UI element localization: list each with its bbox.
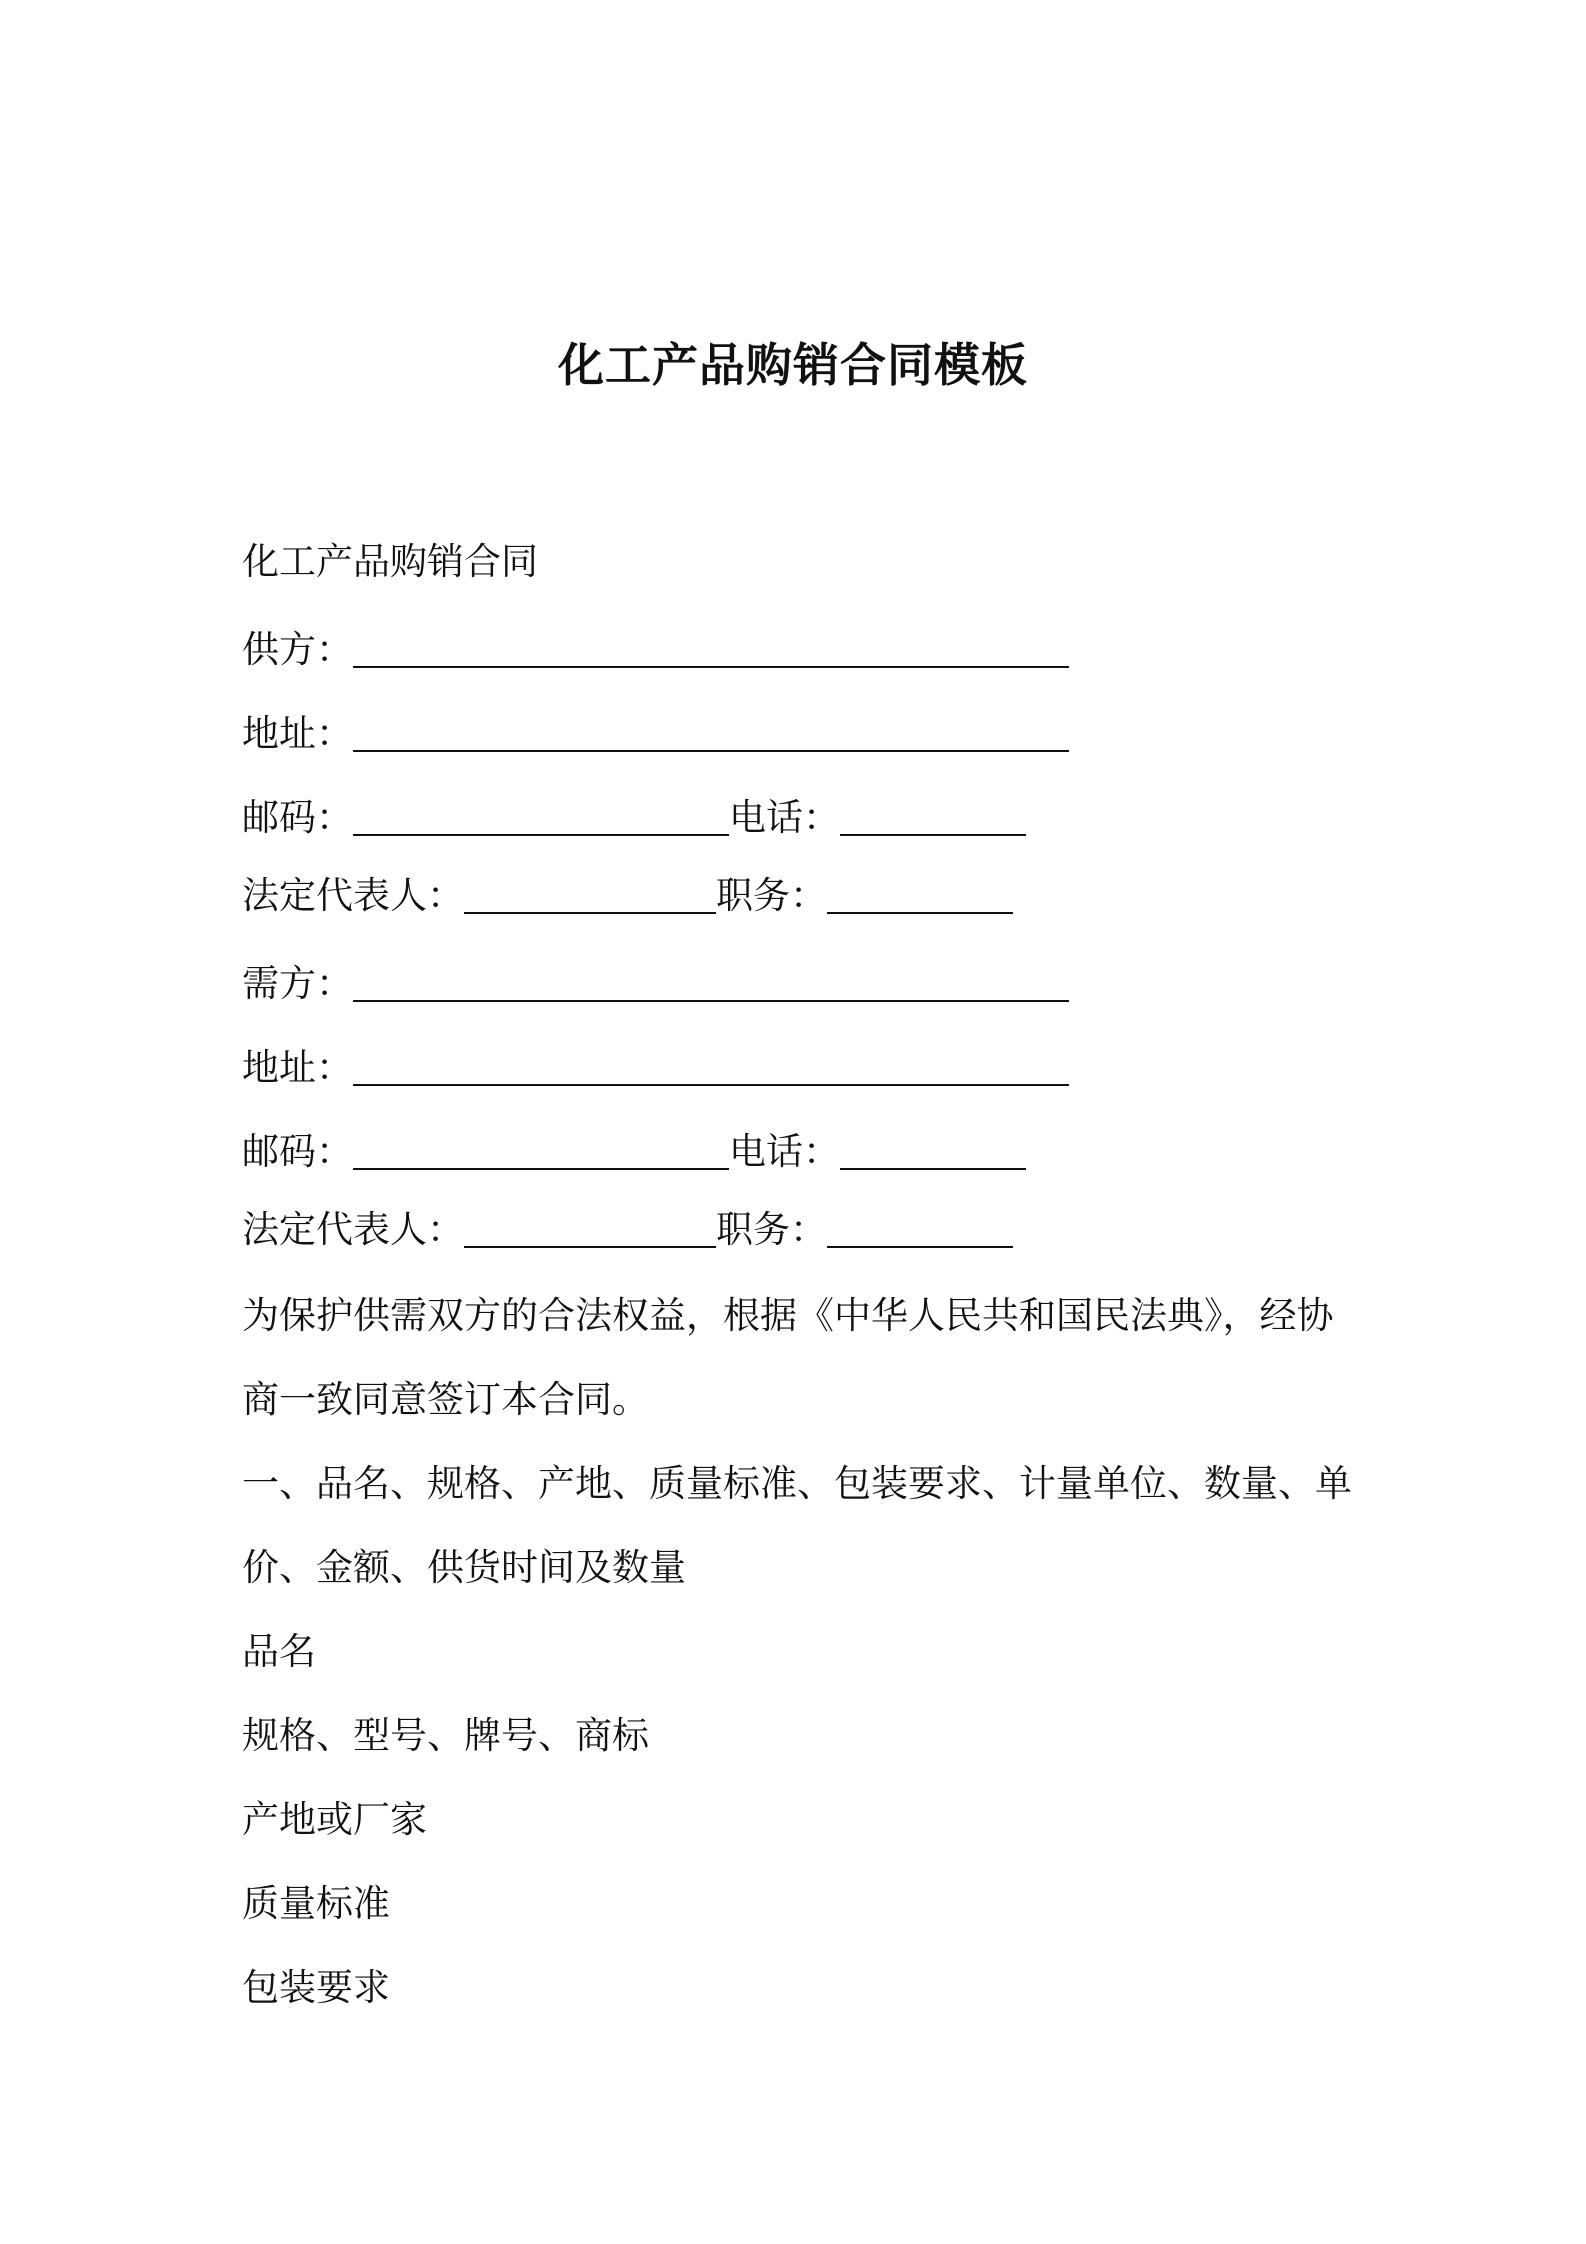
supplier-address-row	[242, 710, 1069, 758]
clause-1-item-packaging: 包装要求	[242, 1966, 390, 2009]
preamble-line-1: 为保护供需双方的合法权益，根据《中华人民共和国民法典》，经协	[242, 1294, 1334, 1337]
buyer-position-blank[interactable]	[827, 1216, 1013, 1248]
supplier-representative-row	[242, 872, 1013, 920]
contract-subtitle: 化工产品购销合同	[242, 540, 538, 583]
supplier-phone-label: 电话：	[729, 796, 840, 839]
buyer-legal-rep-blank[interactable]	[464, 1216, 716, 1248]
buyer-representative-row	[242, 1206, 1013, 1254]
clause-1-heading-line-1: 一、品名、规格、产地、质量标准、包装要求、计量单位、数量、单	[242, 1462, 1352, 1505]
preamble-line-2: 商一致同意签订本合同。	[242, 1378, 649, 1421]
buyer-address-label: 地址：	[242, 1046, 353, 1089]
supplier-contact-row	[242, 794, 1026, 842]
buyer-address-row	[242, 1044, 1069, 1092]
buyer-postcode-blank[interactable]	[353, 1138, 729, 1170]
supplier-name-label: 供方：	[242, 628, 353, 671]
buyer-contact-row	[242, 1128, 1026, 1176]
supplier-phone-blank[interactable]	[840, 804, 1026, 836]
supplier-name-blank[interactable]	[353, 636, 1069, 668]
clause-1-item-quality-standard: 质量标准	[242, 1882, 390, 1925]
supplier-address-blank[interactable]	[353, 720, 1069, 752]
buyer-phone-label: 电话：	[729, 1130, 840, 1173]
supplier-postcode-label: 邮码：	[242, 796, 353, 839]
clause-1-item-product-name: 品名	[242, 1630, 316, 1673]
clause-1-item-specification: 规格、型号、牌号、商标	[242, 1714, 649, 1757]
supplier-address-label: 地址：	[242, 712, 353, 755]
buyer-name-label: 需方：	[242, 962, 353, 1005]
buyer-legal-rep-label: 法定代表人：	[242, 1208, 464, 1251]
supplier-position-label: 职务：	[716, 874, 827, 917]
supplier-legal-rep-label: 法定代表人：	[242, 874, 464, 917]
clause-1-heading-line-2: 价、金额、供货时间及数量	[242, 1546, 686, 1589]
supplier-position-blank[interactable]	[827, 882, 1013, 914]
supplier-postcode-blank[interactable]	[353, 804, 729, 836]
clause-1-item-origin: 产地或厂家	[242, 1798, 427, 1841]
supplier-legal-rep-blank[interactable]	[464, 882, 716, 914]
buyer-position-label: 职务：	[716, 1208, 827, 1251]
buyer-phone-blank[interactable]	[840, 1138, 1026, 1170]
document-title: 化工产品购销合同模板	[558, 338, 1028, 392]
buyer-postcode-label: 邮码：	[242, 1130, 353, 1173]
supplier-name-row	[242, 626, 1069, 674]
buyer-address-blank[interactable]	[353, 1054, 1069, 1086]
buyer-name-blank[interactable]	[353, 970, 1069, 1002]
buyer-name-row	[242, 960, 1069, 1008]
